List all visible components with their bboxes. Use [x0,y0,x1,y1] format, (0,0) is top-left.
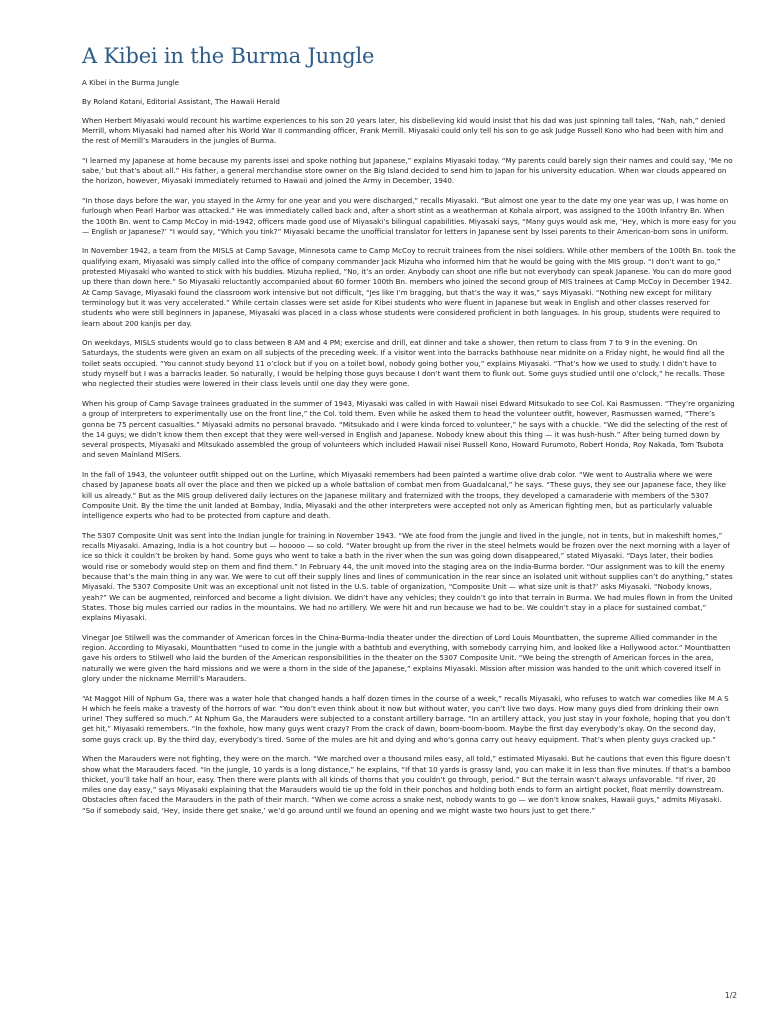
paragraph-6: When his group of Camp Savage trainees graduated in the summer of 1943, Miyasaki was called in with Hawaii nisei Edward Mitsukado to see Col. Kai Rasmussen. “They’re organizing a group of interpreters to experimentally use on the front line,” the Col. told them. Even while he asked them to head the volunteer outfit, however, Rasmussen warned, “There’s gonna be 75 percent casualties.” Miyasaki admits no personal bravado. “Mitsukado and I were kinda forced to volunteer,” he says with a chuckle. “We did the selecting of the rest of the 14 guys; we didn’t know them then except that they were well-versed in English and Japanese. Nobody knew about this thing — it was hush-hush.” After being turned down by several prospects, Miyasaki and Mitsukado assembled the group of volunteers which included Hawaii nisei Russell Kono, Howard Furumoto, Robert Honda, Roy Nakada, Tom Tsubota and seven Mainland MISers. [82,398,735,460]
paragraph-4: In November 1942, a team from the MISLS at Camp Savage, Minnesota came to Camp McCoy to recruit trainees from the nisei soldiers. While other members of the 100th Bn. took the qualifying exam, Miyasaki was simply called into the office of company commander Jack Mizuha who informed him that he would be going with the MIS group. “I don’t want to go,” protested Miyasaki who wanted to stick with his buddies. Mizuha replied, “No, it’s an order. Anybody can shoot one rifle but not everybody can speak Japanese. You can do more good up there than down here.” So Miyasaki reluctantly accompanied about 60 former 100th Bn. members who joined the second group of MIS trainees at Camp McCoy in December 1942. At Camp Savage, Miyasaki found the classroom work intensive but not difficult, “Jes like I’m bragging, but that’s the way it was,” says Miyasaki. “Nothing new except for military terminology but it was very accelerated.” While certain classes were set aside for Kibei students who were fluent in Japanese but weak in English and other classes reserved for students who were still beginners in Japanese, Miyasaki was placed in a class whose students were considered proficient in both languages. In his group, students were required to learn about 200 kanjis per day. [82,246,736,328]
article-subtitle: A Kibei in the Burma Jungle [82,78,180,87]
paragraph-8: The 5307 Composite Unit was sent into the Indian jungle for training in November 1943. “We ate food from the jungle and lived in the jungle, not in tents, but in makeshift homes,” recalls Miyasaki. Amazing, India is a hot country but — hooooo — so cold. “Water brought up from the river in the steel helmets would be frozen over the next morning with a layer of ice so thick it couldn’t be broken by hand. Some guys who went to take a bath in the river when the sun was going down disappeared,” stated Miyasaki. “Days later, their bodies would rise or somebody would step on them and find them.” In February 44, the unit moved into the staging area on the India-Burma border. “Our assignment was to kill the enemy because that’s the main thing in any war. We were to cut off their supply lines and lines of communication in the rear since an isolated unit without supplies can’t do anything,” states Miyasaki. The 5307 Composite Unit was an exceptional unit not listed in the U.S. table of organization, “Composite Unit — what size unit is that?’ asks Miyasaki. “Nobody knows, yeah?” We can be augmented, reinforced and become a light division. We didn’t have any vehicles; they couldn’t go into that terrain in Burma. We had mules flown in from the United States. Those big mules carried our radios in the mountains. We had no artillery. We were hit and run because we had to be. We couldn’t stay in a place for sustained combat,” explains Miyasaki. [82,530,733,623]
paragraph-2: “I learned my Japanese at home because my parents issei and spoke nothing but Japanese,” explains Miyasaki today. “My parents could barely sign their names and could say, ‘Me no sabe,’ but that’s about all.” His father, a general merchandise store owner on the Big Island decided to send him to Japan for his university education. When war clouds appeared on the horizon, however, Miyasaki immediately returned to Hawaii and joined the Army in December, 1940. [82,155,733,186]
article-title: A Kibei in the Burma Jungle [82,44,375,68]
paragraph-10: “At Maggot Hill of Nphum Ga, there was a water hole that changed hands a half dozen times in the course of a week,” recalls Miyasaki, who refuses to watch war comedies like M A S H which he feels make a travesty of the horrors of war. “You don’t even think about it now but without water, you can’t live two days. How many guys died from drinking their own urine! They suffered so much.” At Nphum Ga, the Marauders were subjected to a constant artillery barrage. “In an artillery attack, you just stay in your foxhole, hoping that you don’t get hit,” Miyasaki remembers. “In the foxhole, how many guys went crazy? From the crack of dawn, boom-boom-boom. Maybe the first day everybody’s okay. On the second day, some guys crack up. By the third day, everybody’s tired. Some of the mules are hit and dying and who’s gonna carry out heavy equipment. That’s when plenty guys cracked up.” [82,693,731,744]
paragraph-9: Vinegar Joe Stilwell was the commander of American forces in the China-Burma-India theater under the direction of Lord Louis Mountbatten, the supreme Allied commander in the region. According to Miyasaki, Mountbatten “used to come in the jungle with a bathtub and everything, with somebody carrying him, and looked like a Hollywood actor.” Mountbatten gave his orders to Stilwell who laid the burden of the American responsibilities in the theater on the 5307 Composite Unit. “We being the strength of American forces in the area, naturally we were given the hard missions and we were a thorn in the side of the Japanese,” explains Miyasaki. Mission after mission was handed to the unit which covered itself in glory under the nickname Merrill’s Marauders. [82,632,731,683]
paragraph-5: On weekdays, MISLS students would go to class between 8 AM and 4 PM; exercise and drill, eat dinner and take a shower, then return to class from 7 to 9 in the evening. On Saturdays, the students were given an exam on all subjects of the preceding week. If a visitor went into the barracks bathhouse near midnite on a Friday night, he would find all the toilet seats occupied. “You cannot study beyond 11 o’clock but if you on a toilet bowl, nobody going bother you,” explains Miyasaki. “That’s how we used to study. I didn’t have to study myself but I was a barracks leader. So naturally, I would be helping those guys because I don’t want them to flunk out. Some guys studied until one o’clock,” he recalls. Those who neglected their studies were lowered in their class levels until one day they were gone. [82,338,725,389]
paragraph-11: When the Marauders were not fighting, they were on the march. “We marched over a thousand miles easy, all told,” estimated Miyasaki. But he cautions that even this figure doesn’t show what the Marauders faced. “In the jungle, 10 yards is a long distance,” he explains, “If that 10 yards is grassy land, you can make it in less than five minutes. If that’s a bamboo thicket, you’ll take half an hour, easy. Then there were plants with all kinds of thorns that you couldn’t go through, period.” But the terrain wasn’t always unfavorable. “If river, 20 miles one day easy,” says Miyasaki explaining that the Marauders would tie up the fold in their ponchos and holding both ends to form an airtight pocket, float merrily downstream. Obstacles often faced the Marauders in the path of their march. “When we come across a snake nest, nobody wants to go — we don’t know snakes, Hawaii guys,” admits Miyasaki. “So if somebody said, ‘Hey, inside there get snake,’ we’d go around until we found an opening and we might waste two hours just to get there.” [82,754,731,815]
paragraph-1: When Herbert Miyasaki would recount his wartime experiences to his son 20 years later, his disbelieving kid would insist that his dad was just spinning tall tales, “Nah, nah,” denied Merrill, whom Miyasaki had named after his World War II commanding officer, Frank Merrill. Miyasaki could only tell his son to go ask Judge Russell Kono who had been with him and the rest of Merrill’s Marauders in the jungles of Burma. [82,115,726,146]
paragraph-3: “In those days before the war, you stayed in the Army for one year and you were discharged,” recalls Miyasaki. “But almost one year to the date my one year was up, I was home on furlough when Pearl Harbor was attacked.” He was immediately called back and, after a short stint as a weatherman at Kohala airport, was assigned to the 100th Infantry Bn. When the 100th Bn. went to Camp McCoy in mid-1942, officers made good use of Miyasaki’s bilingual capabilities. Miyasaki says, “Many guys would ask me, ‘Hey, which is more easy for you — English or Japanese?’ “I would say, “Which you tink?” Miyasaki became the unofficial translator for letters in Japanese sent by Issei parents to their American-born sons in uniform. [82,195,737,236]
paragraph-7: In the fall of 1943, the volunteer outfit shipped out on the Lurline, which Miyasaki remembers had been painted a wartime olive drab color. “We went to Australia where we were chased by Japanese boats all over the place and then we picked up a whole battalion of combat men from Guadalcanal,” he says. “These guys, they see our Japanese face, they like kill us already.” But as the MIS group delivered daily lectures on the Japanese military and fraternized with the troops, they developed a camaraderie with members of the 5307 Composite Unit. By the time the unit landed at Bombay, India, Miyasaki and the other interpreters were accepted not only as American fighting men, but as particularly valuable intelligence experts who had to be protected from capture and death. [82,469,726,521]
page-number: 1/2 [724,991,737,1000]
article-byline: By Roland Kotani, Editorial Assistant, The Hawaii Herald [82,97,280,107]
